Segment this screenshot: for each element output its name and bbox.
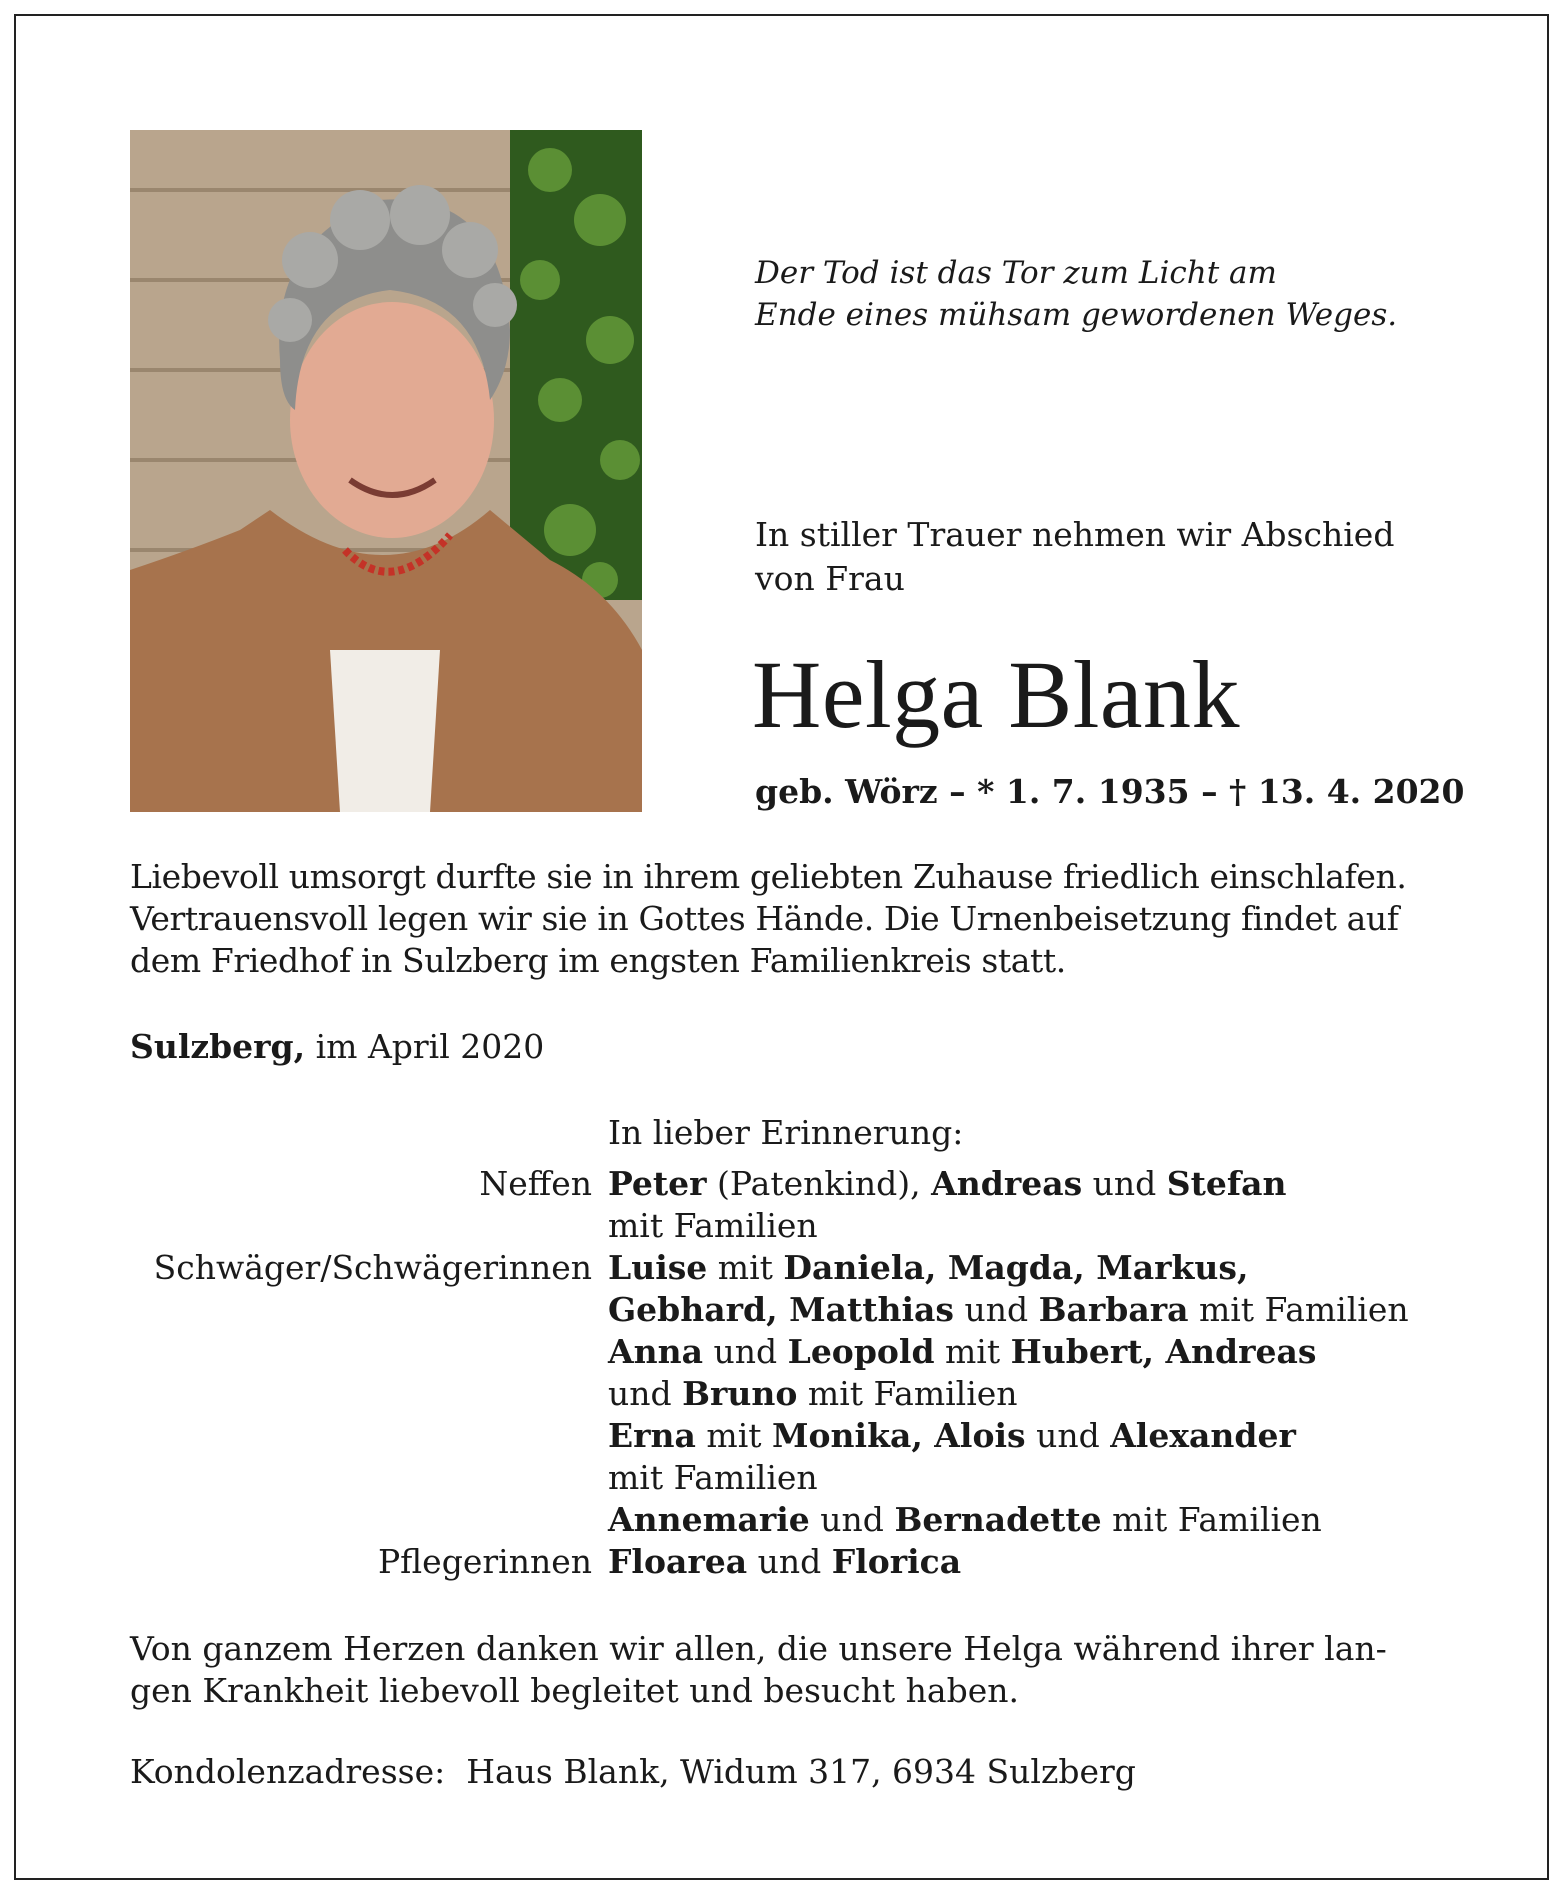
inlaws-label: Schwäger/Schwägerinnen <box>153 1248 592 1287</box>
list-item: Erna mit Monika, Alois und Alexander <box>608 1416 1296 1455</box>
portrait-photo <box>130 130 642 812</box>
condolence-address: Kondolenzadresse: Haus Blank, Widum 317, 6934 Sulzberg <box>130 1752 1136 1791</box>
body-line-1: Liebevoll umsorgt durfte sie in ihrem geliebten Zuhause friedlich einschlafen. <box>130 857 1407 896</box>
intro-line-1: In stiller Trauer nehmen wir Abschied <box>755 515 1395 554</box>
body-text <box>130 856 1450 982</box>
intro-text <box>755 513 1435 601</box>
list-item: Schwäger/Schwägerinnen Luise mit Daniela, Magda, Markus, <box>100 1247 1500 1289</box>
thanks-line-1: Von ganzem Herzen danken wir allen, die unsere Helga während ihrer lan- <box>130 1629 1387 1668</box>
place-when: im April 2020 <box>305 1027 545 1066</box>
carers-label: Pflegerinnen <box>377 1542 592 1581</box>
list-item: mit Familien <box>608 1458 818 1497</box>
epitaph-quote <box>755 252 1455 336</box>
list-item: mit Familien <box>608 1206 818 1245</box>
mourners-list <box>100 1163 1500 1583</box>
list-item: Gebhard, Matthias und Barbara mit Familien <box>608 1290 1409 1329</box>
memory-heading: In lieber Erinnerung: <box>608 1113 964 1152</box>
quote-line-2: Ende eines mühsam gewordenen Weges. <box>755 297 1398 333</box>
deceased-name: Helga Blank <box>752 641 1241 748</box>
quote-line-1: Der Tod ist das Tor zum Licht am <box>755 255 1277 291</box>
place-town: Sulzberg, <box>130 1027 306 1066</box>
list-item: Anna und Leopold mit Hubert, Andreas <box>608 1332 1317 1371</box>
nephews-label: Neffen <box>479 1164 592 1203</box>
list-item <box>100 1163 1500 1205</box>
birth-death-dates: geb. Wörz – * 1. 7. 1935 – † 13. 4. 2020 <box>755 772 1465 811</box>
list-item: Annemarie und Bernadette mit Familien <box>608 1500 1322 1539</box>
intro-line-2: von Frau <box>755 559 905 598</box>
nephews-names: Peter (Patenkind), Andreas und Stefan <box>608 1164 1287 1203</box>
place-date <box>130 1027 544 1066</box>
thanks-text <box>130 1628 1450 1712</box>
body-line-3: dem Friedhof in Sulzberg im engsten Familienkreis statt. <box>130 941 1066 980</box>
list-item: Pflegerinnen Floarea und Florica <box>100 1541 1500 1583</box>
thanks-line-2: gen Krankheit liebevoll begleitet und besucht haben. <box>130 1671 1019 1710</box>
body-line-2: Vertrauensvoll legen wir sie in Gottes Hände. Die Urnenbeisetzung findet auf <box>130 899 1399 938</box>
list-item: und Bruno mit Familien <box>608 1374 1018 1413</box>
